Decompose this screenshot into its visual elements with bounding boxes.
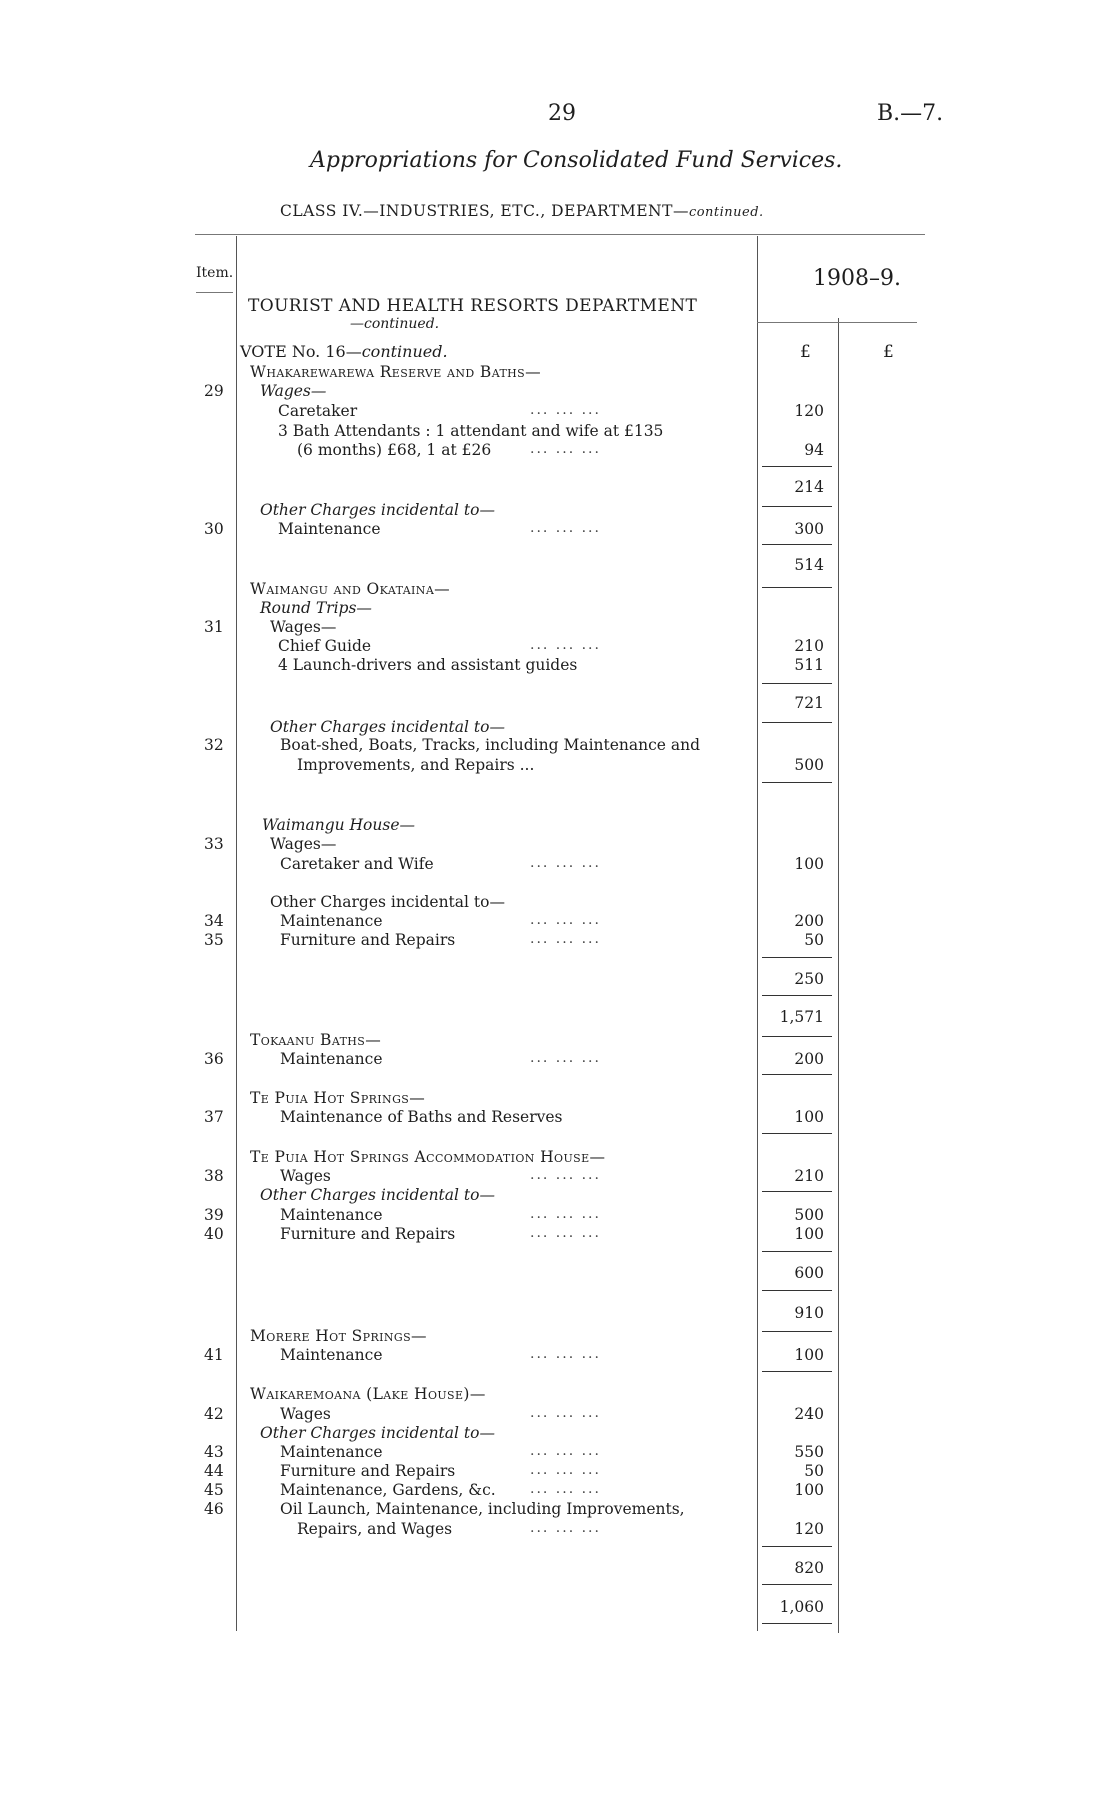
item-number: 42 <box>204 1405 224 1423</box>
item-number: 29 <box>204 382 224 400</box>
item-underline <box>196 292 233 293</box>
row-text: 3 Bath Attendants : 1 attendant and wife at £135 <box>278 422 664 440</box>
row-amount: 50 <box>804 931 824 949</box>
row-text: Oil Launch, Maintenance, including Improvements, <box>280 1500 685 1518</box>
currency-sign-total: £ <box>883 342 894 362</box>
table-row <box>0 580 1114 598</box>
subtotal-amount: 600 <box>794 1264 824 1282</box>
row-amount: 200 <box>794 1050 824 1068</box>
section-heading: Morere Hot Springs— <box>250 1327 427 1345</box>
subtotal-rule <box>762 1371 832 1372</box>
class-heading <box>280 202 764 220</box>
leader-dots: ... ... ... <box>530 1167 601 1183</box>
currency-sign-amount: £ <box>800 342 811 362</box>
row-text: Chief Guide <box>278 637 372 655</box>
subtotal-rule <box>762 1251 832 1252</box>
subtotal-rule <box>762 995 832 996</box>
item-number: 31 <box>204 618 224 636</box>
table-row <box>0 893 1114 911</box>
item-number: 45 <box>204 1481 224 1499</box>
subtotal-rule <box>762 1191 832 1192</box>
row-text: Wages— <box>270 618 337 636</box>
leader-dots: ... ... ... <box>530 1462 601 1478</box>
table-row <box>0 1327 1114 1345</box>
subtotal-rule <box>762 506 832 507</box>
section-heading: Te Puia Hot Springs Accommodation House— <box>250 1148 606 1166</box>
row-text: Maintenance of Baths and Reserves <box>280 1108 563 1126</box>
row-text: Wages— <box>270 835 337 853</box>
table-row <box>0 756 1114 774</box>
item-number: 46 <box>204 1500 224 1518</box>
row-text: Other Charges incidental to— <box>260 1424 495 1442</box>
table-row <box>0 1089 1114 1107</box>
row-amount: 210 <box>794 637 824 655</box>
table-row <box>0 1443 1114 1461</box>
table-row <box>0 1186 1114 1204</box>
item-number: 33 <box>204 835 224 853</box>
leader-dots: ... ... ... <box>530 1050 601 1066</box>
subtotal-rule <box>762 1331 832 1332</box>
row-text: Other Charges incidental to— <box>270 893 505 911</box>
leader-dots: ... ... ... <box>530 1520 601 1536</box>
row-text: Other Charges incidental to— <box>260 501 495 519</box>
row-text: (6 months) £68, 1 at £26 <box>297 441 492 459</box>
row-amount: 120 <box>794 402 824 420</box>
table-row <box>0 912 1114 930</box>
page-title: Appropriations for Consolidated Fund Services. <box>310 148 843 173</box>
subtotal-rule <box>762 466 832 467</box>
row-text: Other Charges incidental to— <box>270 718 505 736</box>
item-number: 37 <box>204 1108 224 1126</box>
table-row <box>0 1031 1114 1049</box>
table-row <box>0 736 1114 754</box>
table-row <box>0 931 1114 949</box>
table-row <box>0 816 1114 834</box>
dept-rule <box>757 322 917 323</box>
row-text: Wages— <box>260 382 327 400</box>
header-rule <box>195 234 925 235</box>
table-row <box>0 520 1114 538</box>
subtotal-rule <box>762 1546 832 1547</box>
row-amount: 50 <box>804 1462 824 1480</box>
vote-text: VOTE No. 16— <box>240 342 362 361</box>
table-row <box>0 422 1114 440</box>
subtotal-rule <box>762 1290 832 1291</box>
table-row <box>0 1108 1114 1126</box>
vote-line <box>240 342 448 361</box>
section-heading: Waikaremoana (Lake House)— <box>250 1385 486 1403</box>
subtotal-amount: 1,571 <box>779 1008 824 1026</box>
row-text: Caretaker and Wife <box>280 855 434 873</box>
row-text: Improvements, and Repairs ... <box>297 756 535 774</box>
table-row <box>0 1481 1114 1499</box>
table-row <box>0 1462 1114 1480</box>
item-number: 35 <box>204 931 224 949</box>
table-row <box>0 599 1114 617</box>
row-text: Boat-shed, Boats, Tracks, including Maintenance and <box>280 736 701 754</box>
table-row <box>0 1206 1114 1224</box>
row-amount: 500 <box>794 1206 824 1224</box>
row-amount: 100 <box>794 1225 824 1243</box>
subtotal-rule <box>762 782 832 783</box>
row-text: Maintenance <box>280 912 383 930</box>
subtotal-amount: 514 <box>794 556 824 574</box>
table-row <box>0 1050 1114 1068</box>
row-text: Other Charges incidental to— <box>260 1186 495 1204</box>
subtotal-amount: 721 <box>794 694 824 712</box>
subtotal-rule <box>762 1133 832 1134</box>
table-row <box>0 1385 1114 1403</box>
year-column-header: 1908–9. <box>813 266 901 291</box>
grand-total-amount: 1,060 <box>779 1598 824 1616</box>
department-heading: TOURIST AND HEALTH RESORTS DEPARTMENT <box>248 296 698 316</box>
subtotal-rule <box>762 1036 832 1037</box>
subtotal-rule <box>762 587 832 588</box>
section-heading: Tokaanu Baths— <box>250 1031 382 1049</box>
row-text: Round Trips— <box>260 599 372 617</box>
page-number: 29 <box>548 101 576 126</box>
row-amount: 100 <box>794 1346 824 1364</box>
leader-dots: ... ... ... <box>530 1443 601 1459</box>
row-amount: 94 <box>804 441 824 459</box>
item-number: 44 <box>204 1462 224 1480</box>
class-heading-suffix: continued. <box>688 205 764 220</box>
subtotal-amount: 214 <box>794 478 824 496</box>
section-heading: Whakarewarewa Reserve and Baths— <box>250 363 542 381</box>
row-text: Maintenance <box>280 1206 383 1224</box>
table-row <box>0 637 1114 655</box>
table-row <box>0 855 1114 873</box>
table-row <box>0 1424 1114 1442</box>
row-text: Maintenance <box>278 520 381 538</box>
table-row <box>0 1520 1114 1538</box>
leader-dots: ... ... ... <box>530 1206 601 1222</box>
item-number: 34 <box>204 912 224 930</box>
leader-dots: ... ... ... <box>530 931 601 947</box>
subtotal-rule <box>762 544 832 545</box>
leader-dots: ... ... ... <box>530 637 601 653</box>
row-text: Maintenance <box>280 1050 383 1068</box>
row-amount: 550 <box>794 1443 824 1461</box>
vote-continued: continued. <box>361 342 448 361</box>
row-text: Furniture and Repairs <box>280 931 456 949</box>
table-row <box>0 1500 1114 1518</box>
item-number: 40 <box>204 1225 224 1243</box>
row-amount: 200 <box>794 912 824 930</box>
table-row <box>0 402 1114 420</box>
row-amount: 100 <box>794 1481 824 1499</box>
row-text: Maintenance <box>280 1443 383 1461</box>
row-text: Furniture and Repairs <box>280 1225 456 1243</box>
subtotal-rule <box>762 683 832 684</box>
table-row <box>0 501 1114 519</box>
item-column-header: Item. <box>196 265 234 281</box>
row-text: Maintenance <box>280 1346 383 1364</box>
table-row <box>0 1346 1114 1364</box>
leader-dots: ... ... ... <box>530 1225 601 1241</box>
table-row <box>0 1225 1114 1243</box>
leader-dots: ... ... ... <box>530 855 601 871</box>
subtotal-amount: 910 <box>794 1304 824 1322</box>
row-amount: 210 <box>794 1167 824 1185</box>
row-text: Wages <box>280 1405 331 1423</box>
row-text: Wages <box>280 1167 331 1185</box>
row-text: Maintenance, Gardens, &c. <box>280 1481 496 1499</box>
item-number: 36 <box>204 1050 224 1068</box>
item-number: 38 <box>204 1167 224 1185</box>
subtotal-rule <box>762 1584 832 1585</box>
table-row <box>0 1405 1114 1423</box>
subtotal-rule <box>762 722 832 723</box>
row-amount: 100 <box>794 855 824 873</box>
subtotal-amount: 250 <box>794 970 824 988</box>
item-number: 41 <box>204 1346 224 1364</box>
row-text: Furniture and Repairs <box>280 1462 456 1480</box>
leader-dots: ... ... ... <box>530 520 601 536</box>
item-number: 43 <box>204 1443 224 1461</box>
section-heading: Te Puia Hot Springs— <box>250 1089 426 1107</box>
table-row <box>0 718 1114 736</box>
table-row <box>0 441 1114 459</box>
table-row <box>0 1148 1114 1166</box>
item-number: 39 <box>204 1206 224 1224</box>
table-row <box>0 1167 1114 1185</box>
leader-dots: ... ... ... <box>530 1481 601 1497</box>
table-row <box>0 656 1114 674</box>
grand-total-rule <box>762 1623 832 1624</box>
row-amount: 511 <box>794 656 824 674</box>
row-amount: 120 <box>794 1520 824 1538</box>
section-heading: Waimangu and Okataina— <box>250 580 451 598</box>
class-heading-text: CLASS IV.—INDUSTRIES, ETC., DEPARTMENT— <box>280 202 689 220</box>
row-text: Caretaker <box>278 402 358 420</box>
row-text: 4 Launch-drivers and assistant guides <box>278 656 578 674</box>
table-row <box>0 382 1114 400</box>
subtotal-rule <box>762 957 832 958</box>
row-amount: 300 <box>794 520 824 538</box>
row-amount: 100 <box>794 1108 824 1126</box>
item-number: 32 <box>204 736 224 754</box>
section-heading: Waimangu House— <box>262 816 415 834</box>
table-row <box>0 363 1114 381</box>
leader-dots: ... ... ... <box>530 1346 601 1362</box>
row-amount: 500 <box>794 756 824 774</box>
subtotal-rule <box>762 1074 832 1075</box>
row-amount: 240 <box>794 1405 824 1423</box>
leader-dots: ... ... ... <box>530 912 601 928</box>
leader-dots: ... ... ... <box>530 441 601 457</box>
table-row <box>0 835 1114 853</box>
leader-dots: ... ... ... <box>530 1405 601 1421</box>
department-continued: —continued. <box>350 316 440 332</box>
item-number: 30 <box>204 520 224 538</box>
row-text: Repairs, and Wages <box>297 1520 453 1538</box>
leader-dots: ... ... ... <box>530 402 601 418</box>
table-row <box>0 618 1114 636</box>
page-code: B.—7. <box>877 101 944 126</box>
subtotal-amount: 820 <box>794 1559 824 1577</box>
